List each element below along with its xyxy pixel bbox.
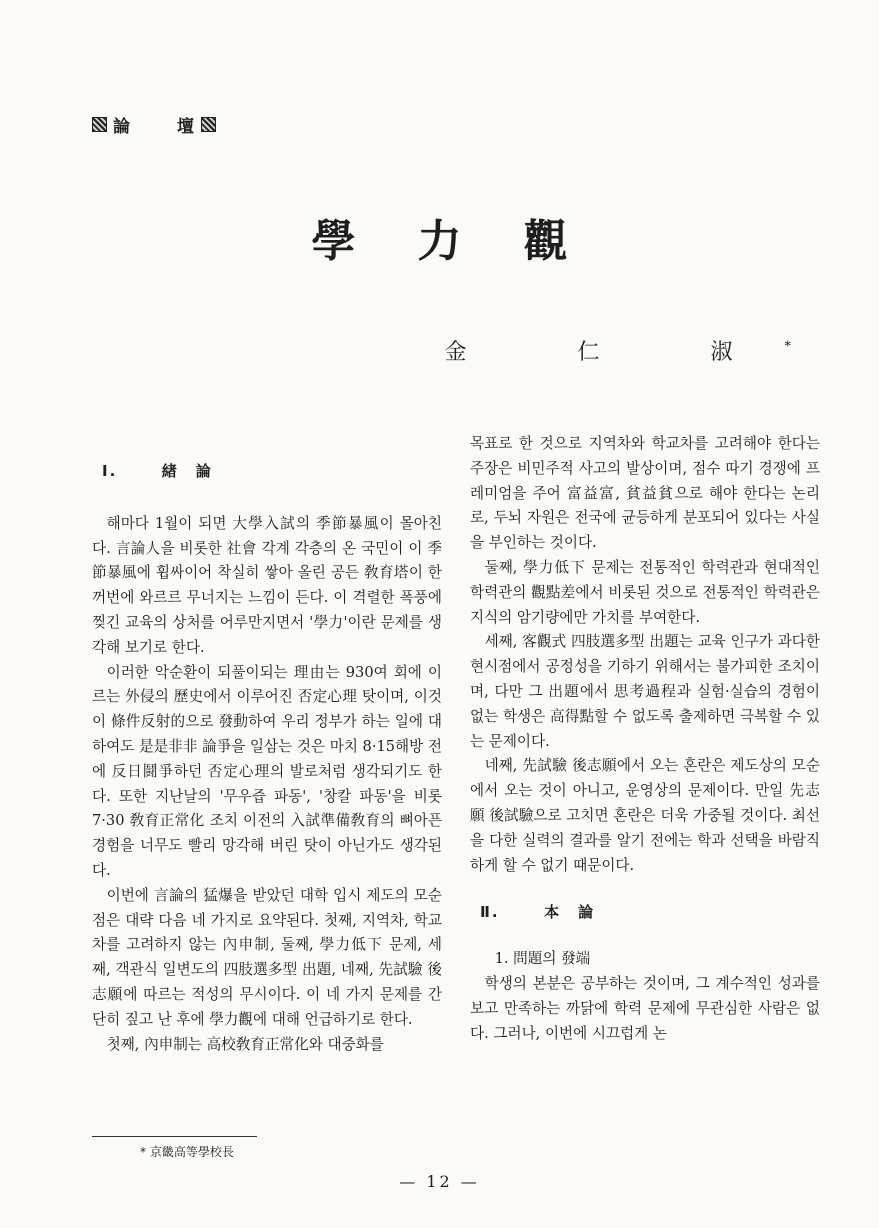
section-tag-right: 壇 — [177, 117, 195, 137]
paragraph: 이번에 言論의 猛爆을 받았던 대학 입시 제도의 모순점은 대략 다음 네 가지로 요약된다. 첫째, 지역차, 학교차를 고려하지 않는 內申制, 둘째, 學力低下 문제, 세째, 객관식 일변도의 四肢選多型 出題, 네째, 先試驗 後志願에 따르는 적성의 무시이다. 이 네 가지 문제를 간단히 짚고 난 후에 學力觀에 대해 언급하기로 한다. — [92, 886, 442, 1028]
right-column — [470, 432, 820, 1046]
hatch-square-icon — [92, 117, 107, 132]
left-column — [92, 455, 442, 1057]
paragraph: 네째, 先試驗 後志願에서 오는 혼란은 제도상의 모순에서 오는 것이 아니고, 운영상의 문제이다. 만일 先志願 後試驗으로 고치면 혼란은 더욱 가중될 것이다. 최선을 다한 실력의 결과를 알기 전에는 학과 선택을 바람직하게 할 수 없기 때문이다. — [470, 757, 820, 874]
paragraph: 첫째, 內申制는 高校敎育正常化와 대중화를 — [106, 1035, 384, 1053]
section-title: 緖 論 — [161, 462, 213, 480]
section-heading-introduction — [102, 459, 442, 484]
hatch-square-icon — [201, 117, 216, 132]
footnote: * 京畿高等學校長 — [140, 1145, 234, 1159]
paragraph: 둘째, 學力低下 문제는 전통적인 학력관과 현대적인 학력관의 觀點差에서 비롯된 것으로 전통적인 학력관은 지식의 암기량에만 가치를 부여한다. — [470, 558, 820, 626]
paragraph: 이러한 악순환이 되풀이되는 理由는 930여 회에 이르는 外侵의 歷史에서 이루어진 否定心理 탓이며, 이것이 條件反射的으로 發動하여 우리 정부가 하는 일에 대하여도 是是非非 論爭을 일삼는 것은 마치 8·15해방 전에 反日鬪爭하던 否定心理의 발로처럼 생각되기도 한다. 또한 지난날의 '무우즙 파동', '창칼 파동'을 비롯 7·30 敎育正常化 조치 이전의 入試準備敎育의 뼈아픈 경험을 너무도 빨리 망각해 버린 탓이 아닌가도 생각된다. — [92, 663, 442, 879]
page-number: — 12 — — [399, 1172, 480, 1191]
subsection-heading: 1. 問題의 發端 — [494, 950, 591, 968]
author-name: 金 仁 淑 — [444, 340, 785, 365]
paragraph: 세째, 客觀式 四肢選多型 出題는 교육 인구가 과다한 현시점에서 공정성을 기하기 위해서는 불가피한 조치이며, 다만 그 出題에서 思考過程과 실험·실습의 경험이 없는 학생은 高得點할 수 없도록 출제하면 극복할 수 있는 문제이다. — [470, 633, 820, 750]
author-footnote-mark: * — [784, 339, 791, 355]
section-number: Ⅰ. — [102, 462, 118, 480]
section-tag-left: 論 — [113, 117, 131, 137]
footnote-divider — [92, 1136, 257, 1137]
section-heading-main — [480, 900, 820, 925]
paragraph-continued: 목표로 한 것으로 지역차와 학교차를 고려해야 한다는 주장은 비민주적 사고의 발상이며, 점수 따기 경쟁에 프레미엄을 주어 富益富, 貧益貧으로 해야 한다는 논리로, 두뇌 자원은 전국에 균등하게 분포되어 있다는 사실을 부인하는 것이다. — [470, 435, 820, 552]
article-author — [445, 335, 792, 366]
paragraph: 해마다 1월이 되면 大學入試의 季節暴風이 몰아친다. 言論人을 비롯한 社會 각계 각층의 온 국민이 이 季節暴風에 휩싸이어 착실히 쌓아 올린 공든 敎育塔이 한꺼번에 와르르 무너지는 느낌이 든다. 이 격렬한 폭풍에 찢긴 교육의 상처를 어루만지면서 '學力'이란 문제를 생각해 보기로 한다. — [92, 514, 442, 656]
section-number: Ⅱ. — [480, 903, 500, 922]
section-title: 本 論 — [544, 903, 596, 922]
paragraph: 학생의 본분은 공부하는 것이며, 그 계수적인 성과를 보고 만족하는 까닭에 학력 문제에 무관심한 사람은 없다. 그러나, 이번에 시끄럽게 논 — [470, 974, 820, 1042]
section-tag — [92, 112, 216, 137]
article-title: 學力觀 — [311, 216, 630, 267]
